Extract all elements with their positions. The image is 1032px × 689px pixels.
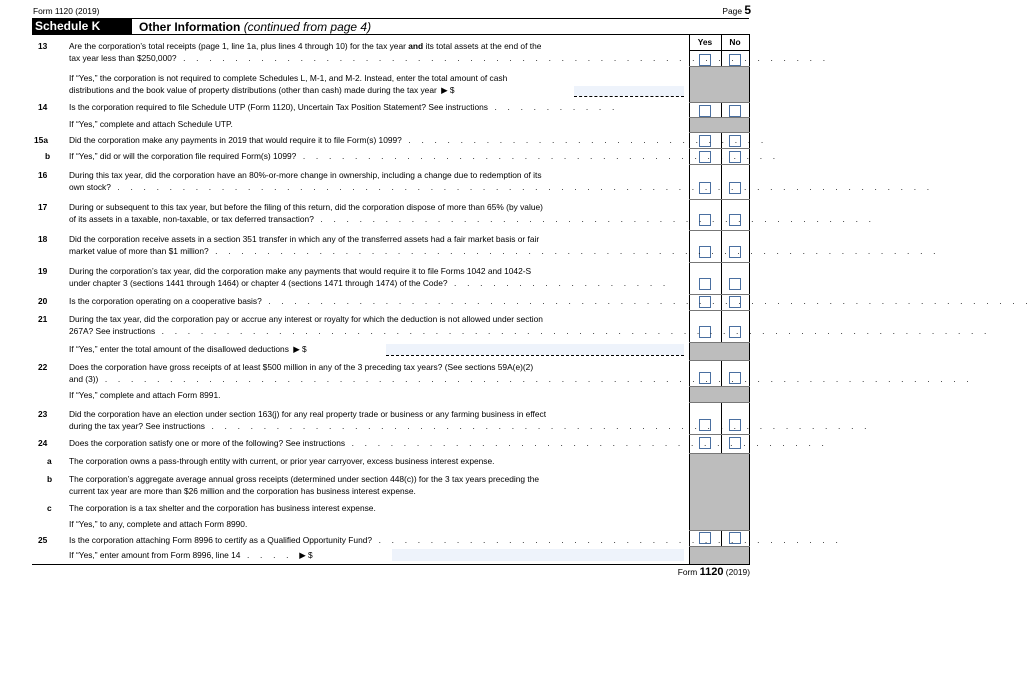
line22-question: Does the corporation have gross receipts of at least $500 million in any of the 3 preceding tax years? (See sections 59A(e)(2) bbox=[69, 362, 534, 372]
line17-question-cont: of its assets in a taxable, non-taxable, or tax deferred transaction? . . . . . . . . . . . . . . . . . . . . . . . . . . . . . . . . . . . . . . . . . . . bbox=[69, 214, 876, 224]
line21-instruction: If “Yes,” enter the total amount of the disallowed deductions ▶ $ bbox=[69, 344, 307, 354]
line19-question: During the corporation’s tax year, did the corporation make any payments that would require it to file Forms 1042 and 1042-S bbox=[69, 266, 532, 276]
line-number: 15a bbox=[34, 135, 48, 145]
line21-question: During the tax year, did the corporation pay or accrue any interest or royalty for which the deduction is not allowed under section bbox=[69, 314, 543, 324]
line14-no-checkbox[interactable] bbox=[729, 105, 741, 117]
line24c-text: The corporation is a tax shelter and the corporation has business interest expense. bbox=[69, 503, 376, 513]
line24-instruction: If “Yes,” to any, complete and attach Form 8990. bbox=[69, 519, 248, 529]
line15b-question: If “Yes,” did or will the corporation file required Form(s) 1099? . . . . . . . . . . . . . . . . . . . . . . . . . . . . . . . . . . . . . bbox=[69, 151, 780, 161]
line-number: 14 bbox=[38, 102, 48, 112]
line14-question: Is the corporation required to file Schedule UTP (Form 1120), Uncertain Tax Position Statement? See instructions . . . . . . . . . . bbox=[69, 102, 619, 112]
line-number: 18 bbox=[38, 234, 48, 244]
line18-question: Did the corporation receive assets in a section 351 transfer in which any of the transferred assets had a fair market basis or fair bbox=[69, 234, 540, 244]
line-number: 21 bbox=[38, 314, 48, 324]
line-number: b bbox=[47, 474, 53, 484]
schedule-title: Other Information (continued from page 4) bbox=[139, 20, 372, 34]
yes-column-header: Yes bbox=[697, 37, 713, 47]
footer-form-id: Form 1120 (2019) bbox=[677, 566, 750, 578]
line14-instruction: If “Yes,” complete and attach Schedule UTP. bbox=[69, 119, 233, 129]
line24b-text-cont: current tax year are more than $26 million and the corporation has business interest expense. bbox=[69, 486, 416, 496]
form-identifier: Form 1120 (2019) bbox=[33, 6, 100, 16]
line13-amount-input[interactable] bbox=[574, 86, 684, 96]
line24-question: Does the corporation satisfy one or more of the following? See instructions . . . . . . . . . . . . . . . . . . . . . . . . . . . . . . . . . . . . . bbox=[69, 438, 829, 448]
line-number: 17 bbox=[38, 202, 48, 212]
line14-yes-checkbox[interactable] bbox=[699, 105, 711, 117]
line-number: 13 bbox=[38, 41, 48, 51]
line15a-question: Did the corporation make any payments in 2019 that would require it to file Form(s) 1099? . . . . . . . . . . . . . . . . . . . . . . . . . . . . bbox=[69, 135, 768, 145]
line13-instruction: If “Yes,” the corporation is not required to complete Schedules L, M-1, and M-2. Instead, enter the total amount of cash bbox=[69, 73, 508, 83]
line-number: 23 bbox=[38, 409, 48, 419]
line16-question: During this tax year, did the corporation have an 80%-or-more change in ownership, including a change due to redemption of its bbox=[69, 170, 542, 180]
line24b-text: The corporation’s aggregate average annual gross receipts (determined under section 448(c)) for the 3 tax years preceding the bbox=[69, 474, 540, 484]
arrow-icon: ▶ bbox=[441, 85, 448, 95]
line13-question-cont: tax year less than $250,000? . . . . . . . . . . . . . . . . . . . . . . . . . . . . . . . . . . . . . . . . . . . . . . . . . . bbox=[69, 53, 830, 63]
line-number: 16 bbox=[38, 170, 48, 180]
line13-instruction-cont: distributions and the book value of property distributions (other than cash) made during the tax year ▶ $ bbox=[69, 85, 455, 95]
line18-question-cont: market value of more than $1 million? . . . . . . . . . . . . . . . . . . . . . . . . . . . . . . . . . . . . . . . . . . . . . . . . . . . . . . . . bbox=[69, 246, 940, 256]
schedule-tab: Schedule K bbox=[32, 19, 132, 34]
line21-amount-input[interactable] bbox=[386, 344, 684, 355]
line-number: 22 bbox=[38, 362, 48, 372]
line17-question: During or subsequent to this tax year, but before the filing of this return, did the corporation dispose of more than 65% (by value) bbox=[69, 202, 543, 212]
line-number: 20 bbox=[38, 296, 48, 306]
line25-instruction: If “Yes,” enter amount from Form 8996, line 14 . . . . ▶ $ bbox=[69, 550, 313, 560]
line13-question: Are the corporation’s total receipts (page 1, line 1a, plus lines 4 through 10) for the tax year and its total assets at the end of the bbox=[69, 41, 542, 51]
line22-instruction: If “Yes,” complete and attach Form 8991. bbox=[69, 390, 221, 400]
line16-question-cont: own stock? . . . . . . . . . . . . . . . . . . . . . . . . . . . . . . . . . . . . . . . . . . . . . . . . . . . . . . . . . . . . . . . bbox=[69, 182, 934, 192]
line-number: 25 bbox=[38, 535, 48, 545]
line-number: a bbox=[47, 456, 52, 466]
line25-amount-input[interactable] bbox=[392, 549, 684, 561]
line-number: b bbox=[45, 151, 51, 161]
line24a-text: The corporation owns a pass-through entity with current, or prior year carryover, excess business interest expense. bbox=[69, 456, 495, 466]
line-number: 24 bbox=[38, 438, 48, 448]
page-number: Page 5 bbox=[722, 3, 751, 17]
arrow-icon: ▶ bbox=[299, 550, 306, 560]
line-number: 19 bbox=[38, 266, 48, 276]
line-number: c bbox=[47, 503, 52, 513]
no-column-header: No bbox=[729, 37, 741, 47]
line21-question-cont: 267A? See instructions . . . . . . . . . . . . . . . . . . . . . . . . . . . . . . . . . . . . . . . . . . . . . . . . . . . . . . . . . . . . . . . . bbox=[69, 326, 991, 336]
line19-question-cont: under chapter 3 (sections 1441 through 1464) or chapter 4 (sections 1471 through 1474) of the Code? . . . . . . . . . . . . . . . . . bbox=[69, 278, 670, 288]
line23-question: Did the corporation have an election under section 163(j) for any real property trade or business or any farming business in effect bbox=[69, 409, 547, 419]
line19-no-checkbox[interactable] bbox=[729, 278, 741, 290]
line23-question-cont: during the tax year? See instructions . . . . . . . . . . . . . . . . . . . . . . . . . . . . . . . . . . . . . . . . . . . . . . . . . . . bbox=[69, 421, 871, 431]
line20-question: Is the corporation operating on a cooperative basis? . . . . . . . . . . . . . . . . . . . . . . . . . . . . . . . . . . . . . . . . . . . . . . . . . . . . . . . . . . . bbox=[69, 296, 1032, 306]
arrow-icon: ▶ bbox=[293, 344, 300, 354]
line25-question: Is the corporation attaching Form 8996 to certify as a Qualified Opportunity Fund? . . . . . . . . . . . . . . . . . . . . . . . . . . . . . . . . . . . . bbox=[69, 535, 842, 545]
line19-yes-checkbox[interactable] bbox=[699, 278, 711, 290]
line22-question-cont: and (3)) . . . . . . . . . . . . . . . . . . . . . . . . . . . . . . . . . . . . . . . . . . . . . . . . . . . . . . . . . . . . . . . . . . . bbox=[69, 374, 973, 384]
